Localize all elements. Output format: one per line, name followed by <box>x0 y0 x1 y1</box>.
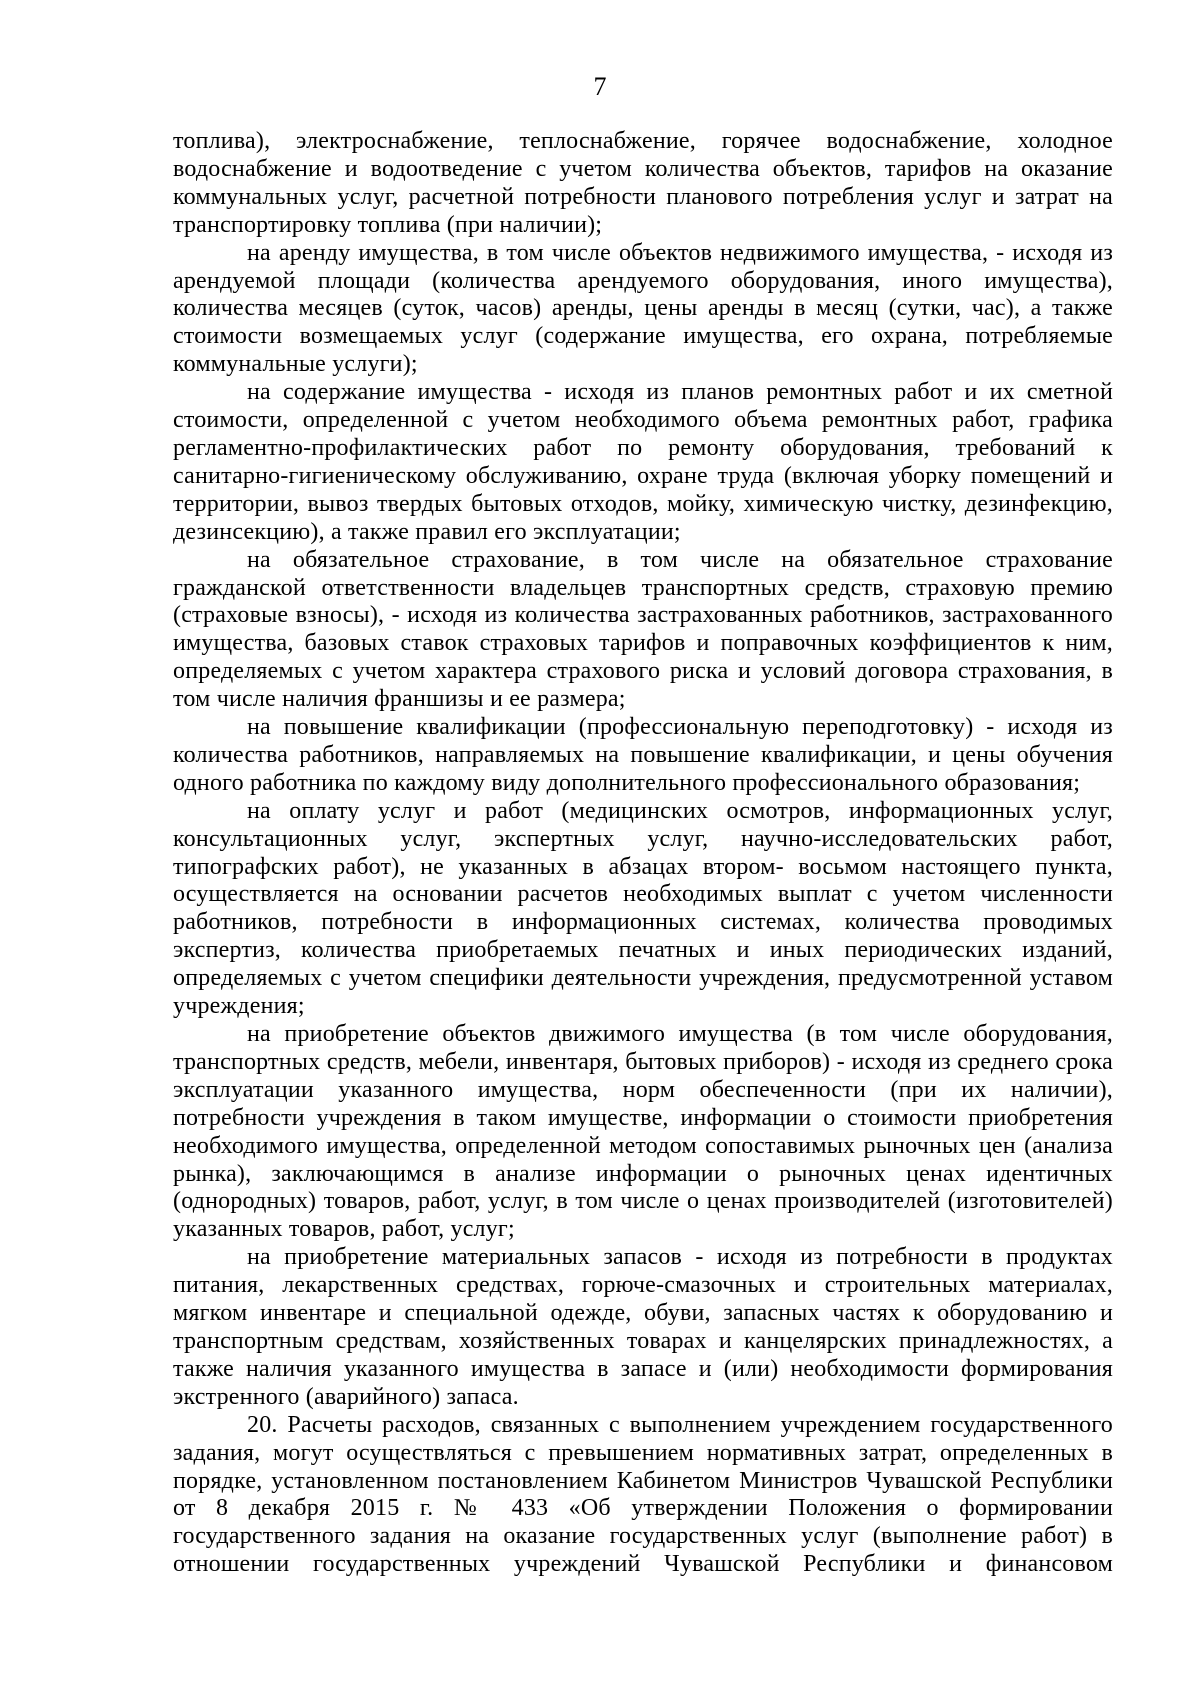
paragraph-qualification-improvement: на повышение квалификации (профессиональную переподготовку) - исходя из количества работников, направляемых на повышение квалификации, и цены обучения одного работника по каждому виду дополнительного профессионального образования; <box>173 714 1113 796</box>
paragraph-movable-property: на приобретение объектов движимого имущества (в том числе оборудования, транспортных средств, мебели, инвентаря, бытовых приборов) - исходя из среднего срока эксплуатации указанного имущества, норм обеспеченности (при их наличии), потребности учреждения в таком имуществе, информации о стоимости приобретения необходимого имущества, определенной методом сопоставимых рыночных цен (анализа рынка), заключающимся в анализе информации о рыночных ценах идентичных (однородных) товаров, работ, услуг, в том числе о ценах производителей (изготовителей) указанных товаров, работ, услуг; <box>173 1021 1113 1243</box>
paragraph-mandatory-insurance: на обязательное страхование, в том числе на обязательное страхование гражданской ответственности владельцев транспортных средств, страховую премию (страховые взносы), - исходя из количества застрахованных работников, застрахованного имущества, базовых ставок страховых тарифов и поправочных коэффициентов к ним, определяемых с учетом характера страхового риска и условий договора страхования, в том числе наличия франшизы и ее размера; <box>173 546 1113 713</box>
paragraph-material-supplies: на приобретение материальных запасов - исходя из потребности в продуктах питания, лекарственных средствах, горюче-смазочных и строительных материалах, мягком инвентаре и специальной одежде, обуви, запасных частях к оборудованию и транспортным средствам, хозяйственных товарах и канцелярских принадлежностях, а также наличия указанного имущества в запасе и (или) необходимости формирования экстренного (аварийного) запаса. <box>173 1244 1113 1410</box>
document-body <box>173 128 1113 1579</box>
paragraph-property-rent: на аренду имущества, в том числе объектов недвижимого имущества, - исходя из арендуемой площади (количества арендуемого оборудования, иного имущества), количества месяцев (суток, часов) аренды, цены аренды в месяц (сутки, час), а также стоимости возмещаемых услуг (содержание имущества, его охрана, потребляемые коммунальные услуги); <box>173 239 1113 378</box>
page-number: 7 <box>593 72 607 101</box>
paragraph-utilities-continuation: топлива), электроснабжение, теплоснабжение, горячее водоснабжение, холодное водоснабжение и водоотведение с учетом количества объектов, тарифов на оказание коммунальных услуг, расчетной потребности планового потребления услуг и затрат на транспортировку топлива (при наличии); <box>173 128 1113 238</box>
paragraph-services-and-works: на оплату услуг и работ (медицинских осмотров, информационных услуг, консультационных услуг, экспертных услуг, научно-исследовательских работ, типографских работ), не указанных в абзацах втором- восьмом настоящего пункта, осуществляется на основании расчетов необходимых выплат с учетом численности работников, потребности в информационных системах, количества проводимых экспертиз, количества приобретаемых печатных и иных периодических изданий, определяемых с учетом специфики деятельности учреждения, предусмотренной уставом учреждения; <box>173 797 1113 1020</box>
paragraph-property-maintenance: на содержание имущества - исходя из планов ремонтных работ и их сметной стоимости, определенной с учетом необходимого объема ремонтных работ, графика регламентно-профилактических работ по ремонту оборудования, требований к санитарно-гигиеническому обслуживанию, охране труда (включая уборку помещений и территории, вывоз твердых бытовых отходов, мойку, химическую чистку, дезинфекцию, дезинсекцию), а также правил его эксплуатации; <box>173 379 1113 545</box>
paragraph-clause-20: 20. Расчеты расходов, связанных с выполнением учреждением государственного задания, могут осуществляться с превышением нормативных затрат, определенных в порядке, установленном постановлением Кабинетом Министров Чувашской Республики от 8 декабря 2015 г. № 433 «Об утверждении Положения о формировании государственного задания на оказание государственных услуг (выполнение работ) в отношении государственных учреждений Чувашской Республики и финансовом <box>173 1411 1113 1578</box>
